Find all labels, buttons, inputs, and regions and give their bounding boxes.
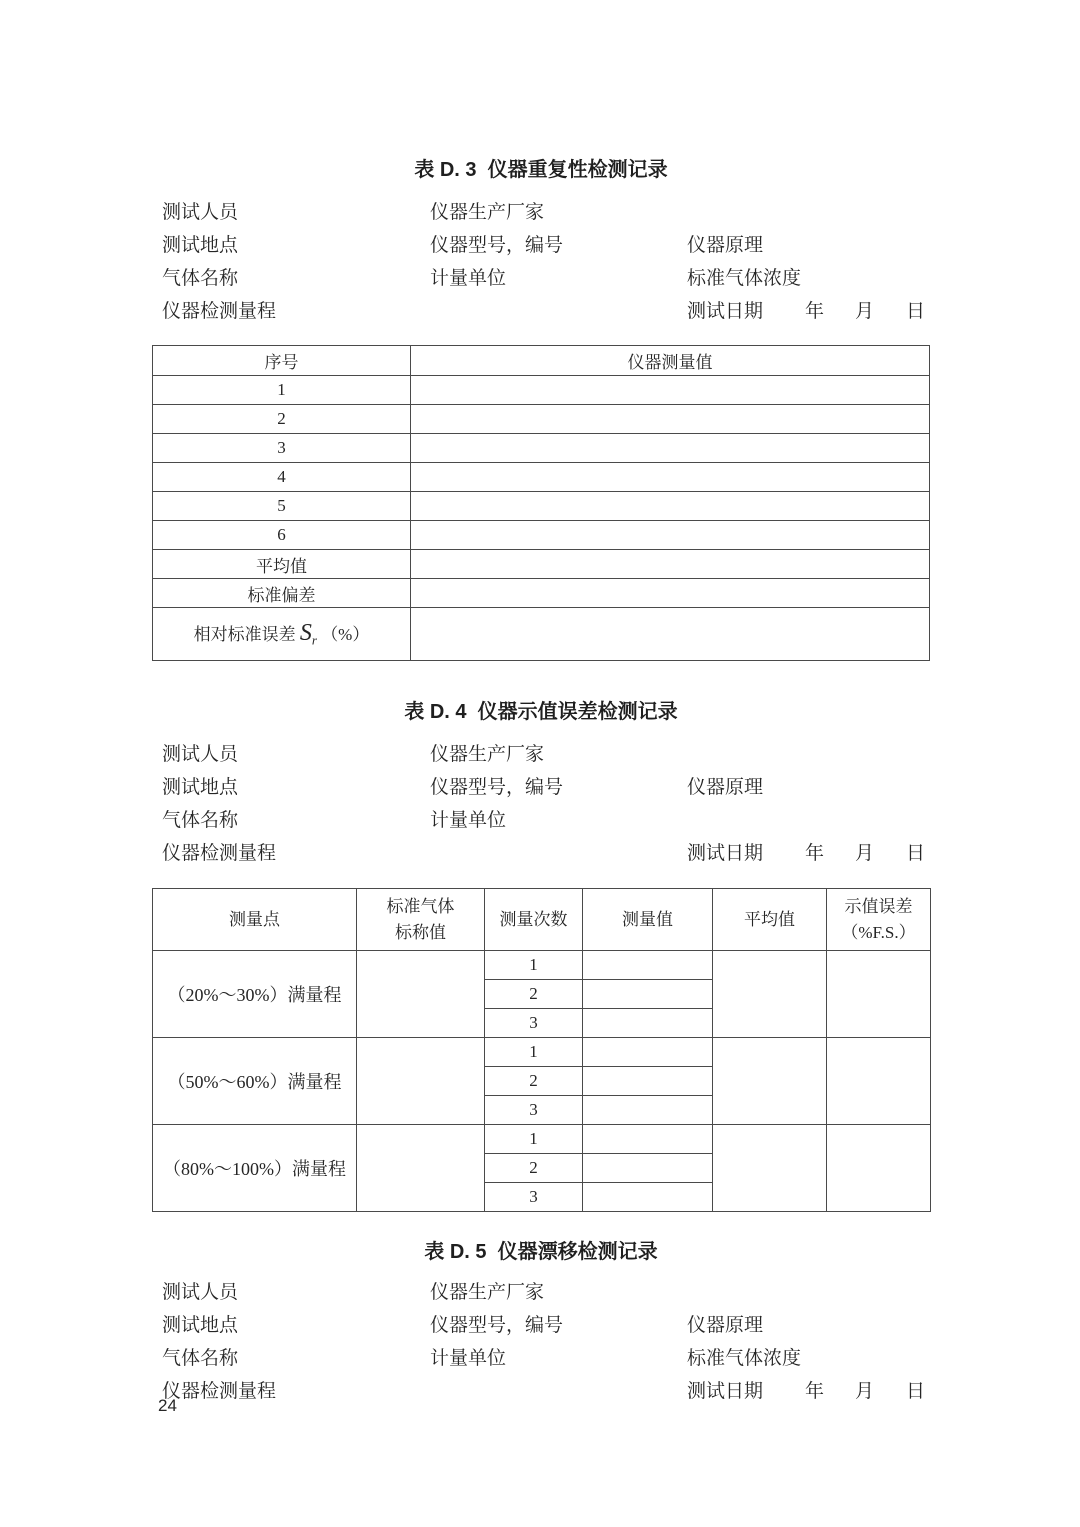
label-month: 月 (855, 301, 875, 322)
d4-meta-row-1 (152, 738, 930, 771)
value-cell-empty (411, 492, 930, 521)
sr-prefix: 相对标准误差 (193, 624, 296, 644)
value-cell-empty (411, 521, 930, 550)
error-cell-empty (827, 1038, 931, 1125)
label-tester: 测试人员 (162, 202, 239, 223)
label-standard-gas-concentration: 标准气体浓度 (687, 268, 802, 289)
value-cell-empty (411, 434, 930, 463)
d5-meta-row-3 (152, 1342, 930, 1375)
d4-col-average-header: 平均值 (713, 889, 827, 951)
d4-meta-row-2 (152, 771, 930, 804)
label-measure-unit: 计量单位 (430, 810, 507, 831)
label-detection-range: 仪器检测量程 (162, 1381, 277, 1402)
label-instrument-principle: 仪器原理 (687, 777, 764, 798)
table-row (153, 405, 930, 434)
label-year: 年 (805, 843, 825, 864)
d4-meta-row-4 (152, 837, 930, 870)
seq-cell: 5 (153, 492, 411, 521)
label-test-location: 测试地点 (162, 1315, 239, 1336)
d4-meta-row-3 (152, 804, 930, 837)
table-d5-title: 表 D. 5 仪器漂移检测记录 (424, 1241, 658, 1263)
sr-subscript: r (311, 632, 317, 648)
d3-meta-row-2 (152, 229, 930, 262)
label-manufacturer: 仪器生产厂家 (430, 1282, 545, 1303)
table-row (153, 376, 930, 405)
stddev-label-cell: 标准偏差 (153, 579, 411, 608)
d4-group1-row1 (153, 951, 931, 980)
d3-meta-row-4 (152, 295, 930, 328)
label-instrument-model: 仪器型号，编号 (430, 777, 564, 798)
section-d5 (152, 1240, 930, 1408)
seq-cell: 3 (153, 434, 411, 463)
label-detection-range: 仪器检测量程 (162, 843, 277, 864)
measured-value-cell-empty (583, 1125, 713, 1154)
label-measure-unit: 计量单位 (430, 1348, 507, 1369)
error-header-line2: （%F.S.） (841, 922, 916, 942)
measured-value-cell-empty (583, 1009, 713, 1038)
measured-value-cell-empty (583, 1154, 713, 1183)
label-day: 日 (906, 301, 926, 322)
value-cell-empty (411, 376, 930, 405)
trial-number-cell: 1 (485, 951, 583, 980)
label-tester: 测试人员 (162, 744, 239, 765)
nominal-value-cell-empty (357, 1038, 485, 1125)
nominal-value-cell-empty (357, 951, 485, 1038)
measured-value-cell-empty (583, 980, 713, 1009)
d4-col-point-header: 测量点 (153, 889, 357, 951)
trial-number-cell: 2 (485, 1067, 583, 1096)
label-gas-name: 气体名称 (162, 810, 239, 831)
table-d3-title: 表 D. 3 仪器重复性检测记录 (414, 159, 668, 181)
label-detection-range: 仪器检测量程 (162, 301, 277, 322)
d3-meta (152, 196, 930, 328)
label-test-location: 测试地点 (162, 235, 239, 256)
label-test-date: 测试日期 (687, 301, 764, 322)
label-month: 月 (855, 1381, 875, 1402)
relative-std-error-label-cell (153, 608, 411, 661)
value-cell-empty (411, 463, 930, 492)
d4-group3-row1 (153, 1125, 931, 1154)
value-cell-empty (411, 550, 930, 579)
label-gas-name: 气体名称 (162, 1348, 239, 1369)
table-row (153, 463, 930, 492)
label-test-location: 测试地点 (162, 777, 239, 798)
label-test-date: 测试日期 (687, 843, 764, 864)
d3-col-seq-header: 序号 (153, 346, 411, 376)
error-cell-empty (827, 1125, 931, 1212)
error-header-line1: 示值误差 (844, 896, 913, 916)
d3-header-row (153, 346, 930, 376)
seq-cell: 4 (153, 463, 411, 492)
section-d4 (152, 700, 930, 1212)
d4-group2-row1 (153, 1038, 931, 1067)
table-row-stddev (153, 579, 930, 608)
d3-meta-row-1 (152, 196, 930, 229)
measured-value-cell-empty (583, 1038, 713, 1067)
label-month: 月 (855, 843, 875, 864)
trial-number-cell: 3 (485, 1183, 583, 1212)
label-year: 年 (805, 301, 825, 322)
measure-point-cell: （20%～30%）满量程 (153, 951, 357, 1038)
table-row (153, 521, 930, 550)
d4-col-nominal-header (357, 889, 485, 951)
table-row (153, 492, 930, 521)
d4-col-value-header: 测量值 (583, 889, 713, 951)
table-row-relative-std-error (153, 608, 930, 661)
measured-value-cell-empty (583, 1067, 713, 1096)
label-manufacturer: 仪器生产厂家 (430, 202, 545, 223)
d3-col-value-header: 仪器测量值 (411, 346, 930, 376)
seq-cell: 2 (153, 405, 411, 434)
average-cell-empty (713, 951, 827, 1038)
nominal-value-cell-empty (357, 1125, 485, 1212)
label-measure-unit: 计量单位 (430, 268, 507, 289)
trial-number-cell: 2 (485, 980, 583, 1009)
nominal-header-line2: 标称值 (395, 922, 446, 942)
d5-meta-row-2 (152, 1309, 930, 1342)
d4-table (152, 888, 931, 1212)
trial-number-cell: 2 (485, 1154, 583, 1183)
average-label-cell: 平均值 (153, 550, 411, 579)
label-instrument-principle: 仪器原理 (687, 1315, 764, 1336)
label-manufacturer: 仪器生产厂家 (430, 744, 545, 765)
section-d3 (152, 158, 930, 661)
value-cell-empty (411, 579, 930, 608)
table-d4-title: 表 D. 4 仪器示值误差检测记录 (404, 701, 678, 723)
label-instrument-model: 仪器型号，编号 (430, 1315, 564, 1336)
d5-meta (152, 1276, 930, 1408)
label-instrument-model: 仪器型号，编号 (430, 235, 564, 256)
average-cell-empty (713, 1125, 827, 1212)
label-gas-name: 气体名称 (162, 268, 239, 289)
d5-meta-row-4 (152, 1375, 930, 1408)
trial-number-cell: 1 (485, 1038, 583, 1067)
d3-meta-row-3 (152, 262, 930, 295)
trial-number-cell: 3 (485, 1009, 583, 1038)
trial-number-cell: 3 (485, 1096, 583, 1125)
label-instrument-principle: 仪器原理 (687, 235, 764, 256)
sr-symbol: S (299, 619, 312, 646)
label-day: 日 (906, 1381, 926, 1402)
label-standard-gas-concentration: 标准气体浓度 (687, 1348, 802, 1369)
d4-col-error-header (827, 889, 931, 951)
seq-cell: 1 (153, 376, 411, 405)
d4-meta (152, 738, 930, 870)
label-year: 年 (805, 1381, 825, 1402)
average-cell-empty (713, 1038, 827, 1125)
seq-cell: 6 (153, 521, 411, 550)
measure-point-cell: （50%～60%）满量程 (153, 1038, 357, 1125)
label-tester: 测试人员 (162, 1282, 239, 1303)
page-number: 24 (158, 1396, 177, 1415)
table-row-average (153, 550, 930, 579)
label-day: 日 (906, 843, 926, 864)
sr-suffix: （%） (321, 624, 370, 644)
d3-table (152, 345, 930, 661)
nominal-header-line1: 标准气体 (386, 896, 455, 916)
measured-value-cell-empty (583, 1096, 713, 1125)
value-cell-empty (411, 405, 930, 434)
d5-meta-row-1 (152, 1276, 930, 1309)
measured-value-cell-empty (583, 1183, 713, 1212)
trial-number-cell: 1 (485, 1125, 583, 1154)
d4-col-times-header: 测量次数 (485, 889, 583, 951)
d4-header-row (153, 889, 931, 951)
value-cell-empty (411, 608, 930, 661)
label-test-date: 测试日期 (687, 1381, 764, 1402)
measure-point-cell: （80%～100%）满量程 (153, 1125, 357, 1212)
measured-value-cell-empty (583, 951, 713, 980)
table-row (153, 434, 930, 463)
error-cell-empty (827, 951, 931, 1038)
